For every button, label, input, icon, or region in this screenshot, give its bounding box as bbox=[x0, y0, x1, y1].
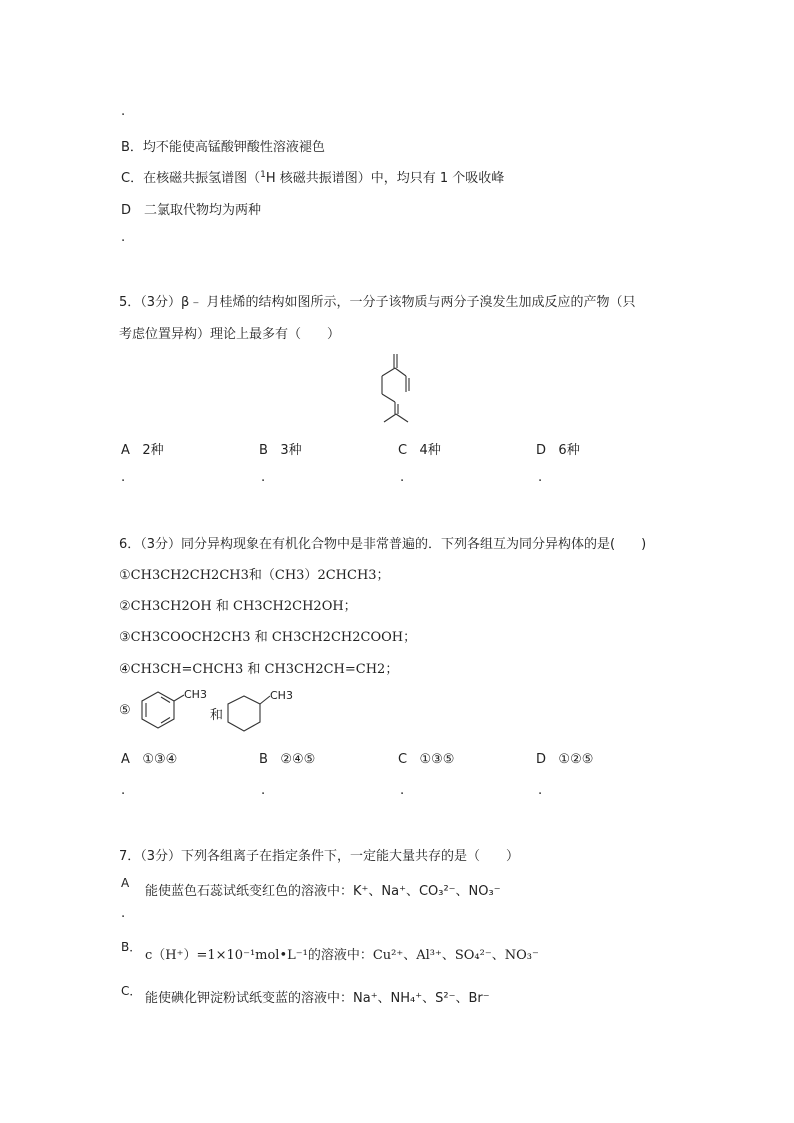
q5-dot-a: . bbox=[121, 470, 126, 485]
q6-option-b: B ②④⑤ bbox=[259, 752, 316, 767]
q5-dot-c: . bbox=[400, 470, 405, 485]
q6-option-d: D ①②⑤ bbox=[536, 752, 594, 767]
q7-option-a-letter: A bbox=[121, 876, 130, 890]
q6-dot-d: . bbox=[538, 783, 543, 798]
q6-dot-b: . bbox=[261, 783, 266, 798]
q4-option-d: D 二氯取代物均为两种 bbox=[121, 203, 262, 218]
q5-option-a: A 2种 bbox=[121, 443, 164, 458]
q6-item-1: ①CH3CH2CH2CH3和（CH3）2CHCH3； bbox=[119, 568, 390, 583]
q6-dot-c: . bbox=[400, 783, 405, 798]
q5-option-c: C 4种 bbox=[398, 443, 441, 458]
q5-option-b: B 3种 bbox=[259, 443, 302, 458]
q4-dot-a: . bbox=[121, 104, 126, 119]
q7-option-a-dot: . bbox=[121, 906, 126, 921]
q5-dot-d: . bbox=[538, 470, 543, 485]
q7-option-a-text: 能使蓝色石蕊试纸变红色的溶液中：K⁺、Na⁺、CO₃²⁻、NO₃⁻ bbox=[145, 884, 501, 899]
q6-item-3: ③CH3COOCH2CH3 和 CH3CH2CH2COOH； bbox=[119, 630, 417, 645]
q5-stem-line2: 考虑位置异构）理论上最多有（ ） bbox=[119, 327, 341, 342]
q6-item-4: ④CH3CH=CHCH3 和 CH3CH2CH=CH2； bbox=[119, 662, 399, 677]
q5-stem-line1: 5．（3分）β﹣ 月桂烯的结构如图所示，一分子该物质与两分子溴发生加成反应的产物（只 bbox=[119, 295, 636, 310]
q7-option-c-letter: C． bbox=[121, 984, 142, 998]
q5-dot-b: . bbox=[261, 470, 266, 485]
q4-dot-d: . bbox=[121, 230, 126, 245]
q5-option-d: D 6种 bbox=[536, 443, 580, 458]
q7-stem: 7．（3分）下列各组离子在指定条件下，一定能大量共存的是（ ） bbox=[119, 849, 520, 864]
methylcyclohexane-structure bbox=[224, 686, 304, 738]
q6-item-2: ②CH3CH2OH 和 CH3CH2CH2OH； bbox=[119, 599, 357, 614]
q7-option-c-text: 能使碘化钾淀粉试纸变蓝的溶液中：Na⁺、NH₄⁺、S²⁻、Br⁻ bbox=[145, 991, 490, 1006]
q7-option-b-text: c（H⁺）=1×10⁻¹mol•L⁻¹的溶液中：Cu²⁺、Al³⁺、SO₄²⁻、NO₃⁻ bbox=[145, 948, 539, 963]
q6-item-5-number: ⑤ bbox=[119, 703, 131, 718]
q4-option-c: C．在核磁共振氢谱图（$^1$H 核磁共振谱图）中，均只有 1 个吸收峰 bbox=[121, 170, 505, 186]
myrcene-structure bbox=[370, 352, 430, 432]
q6-stem: 6．（3分）同分异构现象在有机化合物中是非常普遍的．下列各组互为同分异构体的是( ) bbox=[119, 537, 647, 552]
methylcyclohexane-ch3-label: CH3 bbox=[270, 689, 293, 702]
q6-option-a: A ①③④ bbox=[121, 752, 178, 767]
q6-item-5-and: 和 bbox=[210, 708, 224, 723]
q6-dot-a: . bbox=[121, 783, 126, 798]
q7-option-b-letter: B． bbox=[121, 940, 142, 954]
toluene-ch3-label: CH3 bbox=[184, 688, 207, 701]
toluene-structure bbox=[136, 686, 216, 736]
q4-option-b: B．均不能使高锰酸钾酸性溶液褪色 bbox=[121, 140, 325, 155]
q6-option-c: C ①③⑤ bbox=[398, 752, 455, 767]
